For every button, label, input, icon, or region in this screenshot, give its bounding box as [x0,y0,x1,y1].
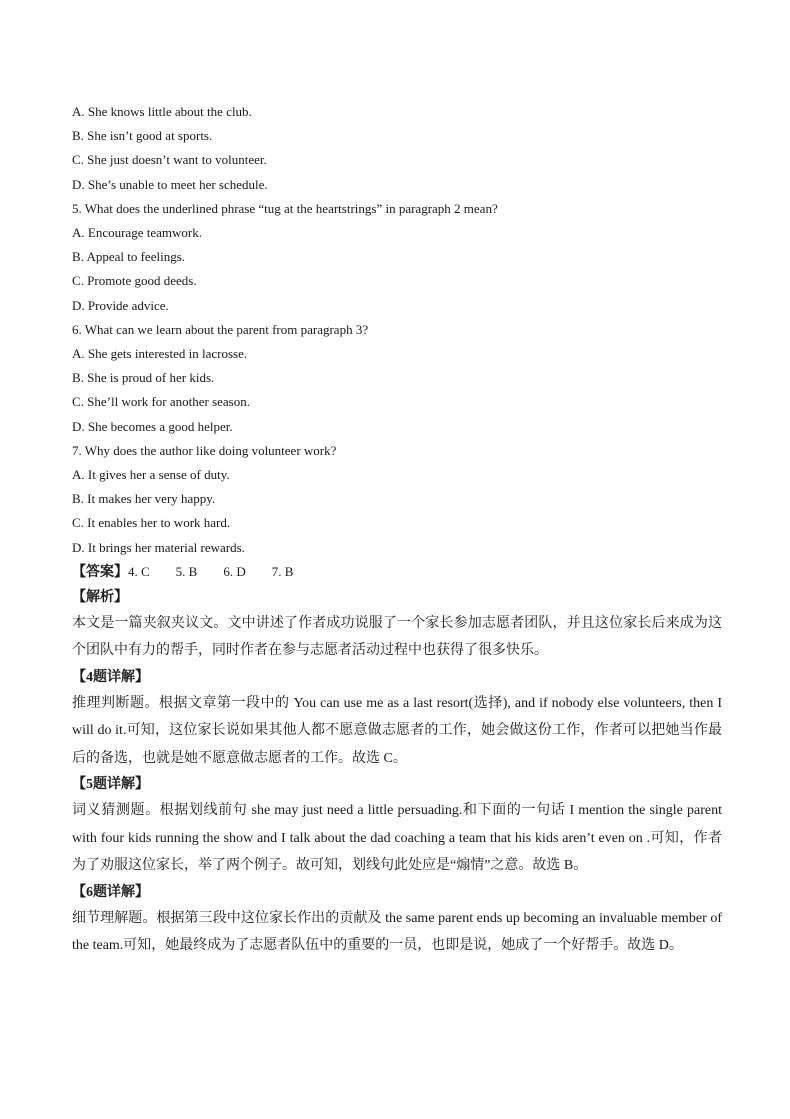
q7-option-a: A. It gives her a sense of duty. [72,467,230,483]
answer-values: 4. C 5. B 6. D 7. B [128,563,294,579]
detail6-text: 细节理解题。根据第三段中这位家长作出的贡献及 the same parent ends up becoming an invaluable member of the team.可知，她最终成为了志愿者队伍中的重要的一员，也即是说，她成了一个好帮手。故选 D。 [72,910,722,954]
q6-option-c: C. She’ll work for another season. [72,394,250,410]
q4-option-c: C. She just doesn’t want to volunteer. [72,152,267,168]
detail5-text: 词义猜测题。根据划线前句 she may just need a little persuading.和下面的一句话 I mention the single parent with four kids running the show and I talk about the dad coaching a team that his kids aren’t even on .可知，作者为了劝服这位家长，举了两个例子。故可知，划线句此处应是“煽情”之意。故选 B。 [72,803,722,874]
detail5-label: 【5题详解】 [72,777,149,793]
q4-option-a: A. She knows little about the club. [72,104,252,119]
q5-stem: 5. What does the underlined phrase “tug at the heartstrings” in paragraph 2 mean? [72,200,498,216]
detail4-label: 【4题详解】 [72,669,149,685]
q6-stem: 6. What can we learn about the parent from paragraph 3? [72,321,369,337]
q5-option-a: A. Encourage teamwork. [72,225,202,241]
q7-option-b: B. It makes her very happy. [72,491,216,507]
q5-option-b: B. Appeal to feelings. [72,249,186,265]
q5-option-d: D. Provide advice. [72,297,169,313]
q6-option-a: A. She gets interested in lacrosse. [72,346,248,362]
q7-option-c: C. It enables her to work hard. [72,515,231,531]
q6-option-b: B. She is proud of her kids. [72,370,215,386]
answer-label: 【答案】 [72,564,128,580]
answer-line [72,560,722,585]
document-page [72,100,722,960]
analysis-label: 【解析】 [72,589,128,605]
q4-option-b: B. She isn’t good at sports. [72,128,213,144]
detail6-label: 【6题详解】 [72,884,149,900]
analysis-text: 本文是一篇夹叙夹议文。文中讲述了作者成功说服了一个家长参加志愿者团队，并且这位家长后来成为这个团队中有力的帮手，同时作者在参与志愿者活动过程中也获得了很多快乐。 [72,615,722,659]
q7-stem: 7. Why does the author like doing volunteer work? [72,442,337,458]
q7-option-d: D. It brings her material rewards. [72,539,245,555]
q6-option-d: D. She becomes a good helper. [72,418,233,434]
q5-option-c: C. Promote good deeds. [72,273,197,289]
detail4-text: 推理判断题。根据文章第一段中的 You can use me as a last resort(选择), and if nobody else volunteers, then I will do it.可知，这位家长说如果其他人都不愿意做志愿者的工作，她会做这份工作，作者可以把她当作最后的备选，也就是她不愿意做志愿者的工作。故选 C。 [72,695,722,766]
q4-option-d: D. She’s unable to meet her schedule. [72,176,268,192]
